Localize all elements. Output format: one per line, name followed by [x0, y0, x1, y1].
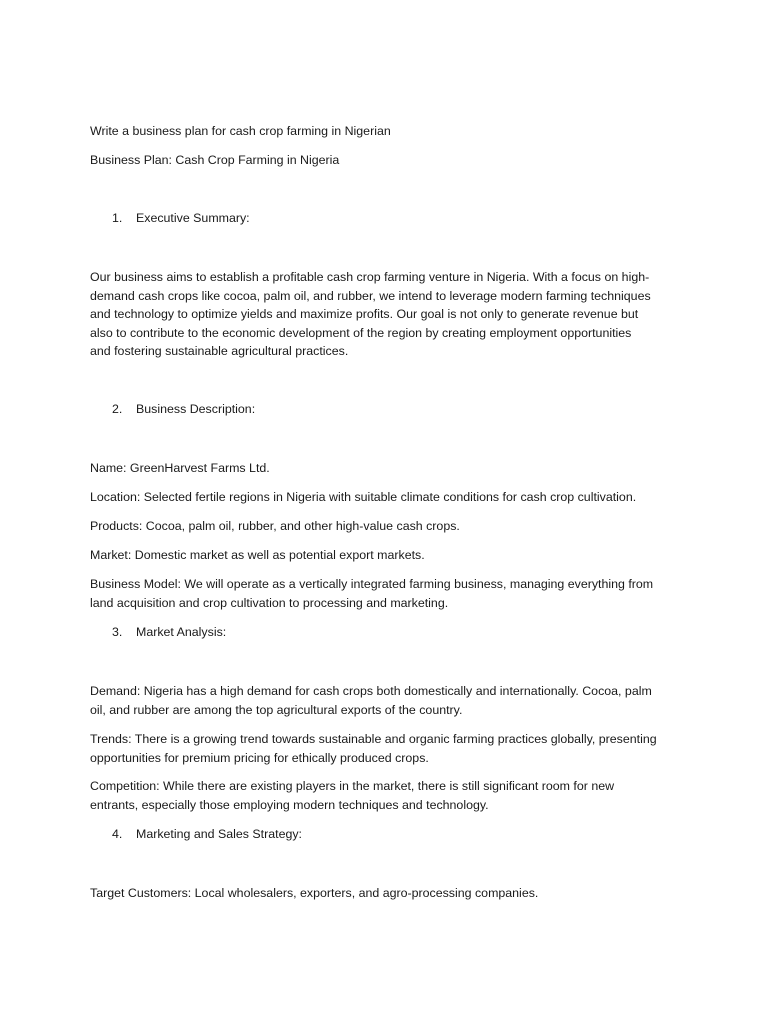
- business-model-paragraph: [90, 575, 678, 612]
- text-line: land acquisition and crop cultivation to processing and marketing.: [90, 595, 449, 610]
- section-2-number: 2.: [112, 402, 123, 416]
- target-customers: Target Customers: Local wholesalers, exporters, and agro-processing companies.: [90, 886, 539, 900]
- competition-paragraph: [90, 777, 678, 814]
- section-4-heading: Marketing and Sales Strategy:: [136, 827, 302, 841]
- business-name: Name: GreenHarvest Farms Ltd.: [90, 461, 270, 475]
- section-1-heading: Executive Summary:: [136, 211, 250, 225]
- text-line: and technology to optimize yields and maximize profits. Our goal is not only to generate revenue but: [90, 307, 639, 321]
- text-line: oil, and rubber are among the top agricultural exports of the country.: [90, 702, 463, 717]
- text-line: also to contribute to the economic development of the region by creating employment opportunities: [90, 325, 632, 340]
- section-2-heading: Business Description:: [136, 402, 256, 416]
- plan-title: Business Plan: Cash Crop Farming in Nigeria: [90, 153, 340, 167]
- section-3-number: 3.: [112, 625, 123, 639]
- text-line: opportunities for premium pricing for ethically produced crops.: [90, 750, 429, 765]
- text-line: Business Model: We will operate as a vertically integrated farming business, managing everything from: [90, 577, 654, 591]
- text-line: Demand: Nigeria has a high demand for cash crops both domestically and internationally. Cocoa, palm: [90, 684, 652, 698]
- text-line: and fostering sustainable agricultural practices.: [90, 344, 349, 358]
- prompt-line: Write a business plan for cash crop farming in Nigerian: [90, 124, 391, 138]
- text-line: Competition: While there are existing players in the market, there is still significant room for new: [90, 779, 615, 793]
- demand-paragraph: [90, 682, 678, 719]
- section-4-number: 4.: [112, 827, 123, 841]
- business-location: Location: Selected fertile regions in Nigeria with suitable climate conditions for cash crop cultivation.: [90, 490, 637, 504]
- section-1-number: 1.: [112, 211, 123, 225]
- text-line: demand cash crops like cocoa, palm oil, and rubber, we intend to leverage modern farming techniques: [90, 288, 651, 303]
- text-line: Our business aims to establish a profitable cash crop farming venture in Nigeria. With a focus on high-: [90, 270, 650, 284]
- executive-summary-paragraph: [90, 268, 678, 361]
- business-market: Market: Domestic market as well as potential export markets.: [90, 548, 425, 562]
- section-3-heading: Market Analysis:: [136, 625, 227, 639]
- business-products: Products: Cocoa, palm oil, rubber, and other high-value cash crops.: [90, 519, 460, 533]
- text-line: Trends: There is a growing trend towards sustainable and organic farming practices globally, presenting: [90, 732, 657, 746]
- text-line: entrants, especially those employing modern techniques and technology.: [90, 797, 489, 812]
- trends-paragraph: [90, 730, 678, 767]
